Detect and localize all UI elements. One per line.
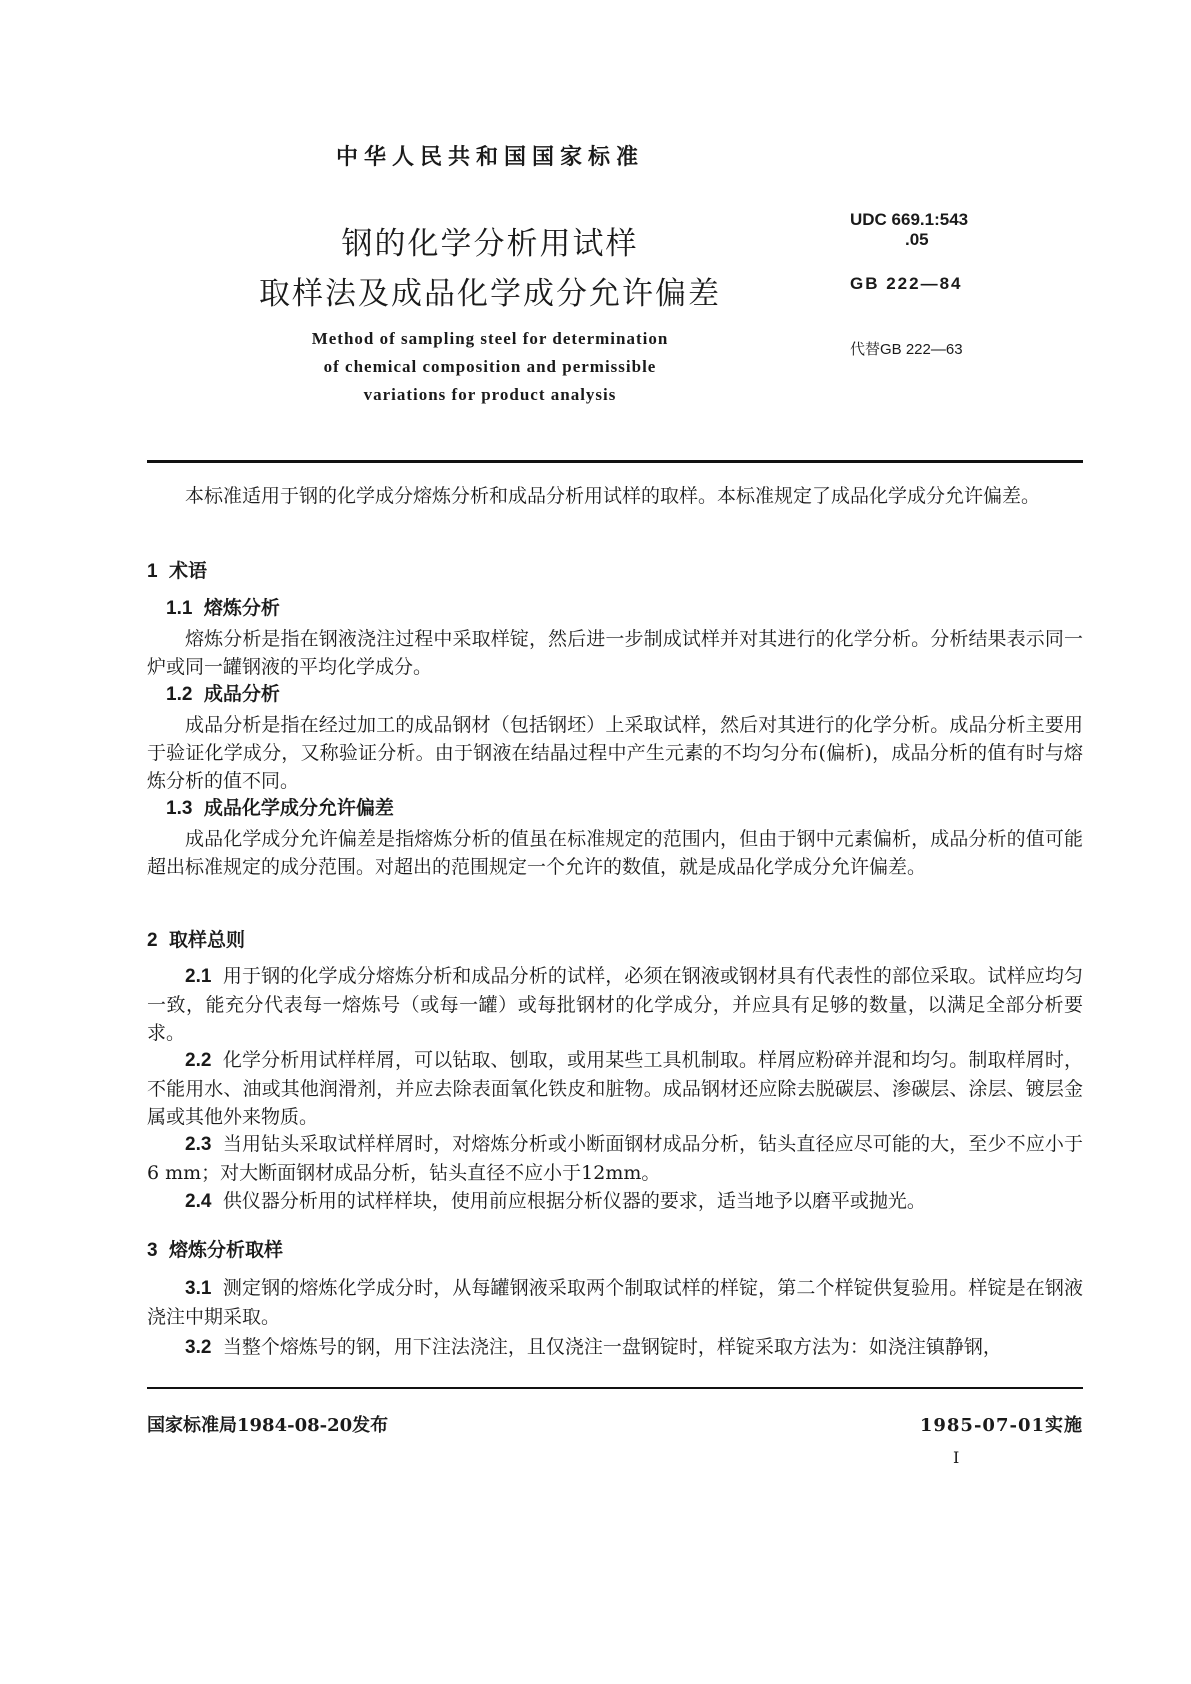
section-text: 当用钻头采取试样样屑时，对熔炼分析或小断面钢材成品分析，钻头直径应尽可能的大，至少不应小于 6 mm；对大断面钢材成品分析，钻头直径不应小于12mm。 [147, 1133, 1083, 1184]
section-number: 2.1 [185, 966, 212, 987]
section-text: 化学分析用试样样屑，可以钻取、刨取，或用某些工具机制取。样屑应粉碎并混和均匀。制取样屑时，不能用水、油或其他润滑剂，并应去除表面氧化铁皮和脏物。成品钢材还应除去脱碳层、渗碳层、涂层、镀层金属或其他外来物质。 [147, 1049, 1083, 1128]
title-line-2: 取样法及成品化学成分允许偏差 [259, 276, 721, 312]
intro [147, 482, 1083, 510]
section-text: 熔炼分析是指在钢液浇注过程中采取样锭，然后进一步制成试样并对其进行的化学分析。分析结果表示同一炉或同一罐钢液的平均化学成分。 [147, 628, 1083, 678]
header-divider [147, 460, 1083, 463]
section-3-1 [147, 1274, 1083, 1331]
section-title: 成品化学成分允许偏差 [203, 797, 394, 819]
section-2 [147, 926, 1083, 955]
section-number: 2.4 [185, 1191, 212, 1212]
section-title: 熔炼分析 [203, 597, 280, 619]
udc-code-cont: .05 [905, 230, 929, 249]
section-number: 2 [147, 930, 158, 951]
section-number: 1.3 [166, 798, 193, 819]
section-number: 2.3 [185, 1134, 212, 1155]
section-1-2 [147, 680, 1083, 795]
standard-type: 中华人民共和国国家标准 [335, 144, 644, 170]
intro-text: 本标准适用于钢的化学成分熔炼分析和成品分析用试样的取样。本标准规定了成品化学成分允许偏差。 [185, 485, 1041, 507]
section-number: 3.1 [185, 1278, 212, 1299]
section-text: 供仪器分析用的试样样块，使用前应根据分析仪器的要求，适当地予以磨平或抛光。 [222, 1190, 926, 1212]
replaces-standard: 代替GB 222—63 [850, 341, 963, 358]
section-3-2 [147, 1333, 1083, 1362]
title-line-1: 钢的化学分析用试样 [341, 226, 639, 262]
section-number: 1.2 [166, 684, 193, 705]
section-text: 当整个熔炼号的钢，用下注法浇注，且仅浇注一盘钢锭时，样锭采取方法为：如浇注镇静钢， [222, 1336, 1002, 1358]
effective-date: 1985-07-01实施 [919, 1415, 1083, 1436]
section-text: 用于钢的化学成分熔炼分析和成品分析的试样，必须在钢液或钢材具有代表性的部位采取。试样应均匀一致，能充分代表每一熔炼号（或每一罐）或每批钢材的化学成分，并应具有足够的数量，以满足全部分析要求。 [147, 965, 1083, 1044]
section-title: 成品分析 [203, 683, 280, 705]
section-2-2 [147, 1046, 1083, 1131]
page-number: I [953, 1448, 960, 1467]
udc-code: UDC 669.1:543 [850, 210, 969, 229]
gb-number: GB 222—84 [850, 274, 963, 293]
section-title: 术语 [168, 560, 207, 582]
section-2-3 [147, 1130, 1083, 1187]
section-title: 熔炼分析取样 [168, 1239, 283, 1261]
section-text: 成品化学成分允许偏差是指熔炼分析的值虽在标准规定的范围内，但由于钢中元素偏析，成品分析的值可能超出标准规定的成分范围。对超出的范围规定一个允许的数值，就是成品化学成分允许偏差。 [147, 828, 1083, 878]
section-3 [147, 1236, 1083, 1265]
section-1-3 [147, 794, 1083, 881]
section-1-1 [147, 594, 1083, 681]
section-title: 取样总则 [168, 929, 245, 951]
section-number: 1.1 [166, 598, 193, 619]
section-number: 3.2 [185, 1337, 212, 1358]
english-title-line: of chemical composition and permissible [323, 357, 657, 376]
section-number: 1 [147, 561, 158, 582]
footer-divider [147, 1387, 1083, 1389]
section-number: 3 [147, 1240, 158, 1261]
section-2-4 [147, 1187, 1083, 1216]
section-text: 成品分析是指在经过加工的成品钢材（包括钢坯）上采取试样，然后对其进行的化学分析。成品分析主要用于验证化学成分，又称验证分析。由于钢液在结晶过程中产生元素的不均匀分布(偏析)，成品分析的值有时与熔炼分析的值不同。 [147, 714, 1083, 792]
section-1 [147, 557, 1083, 586]
english-title-line: variations for product analysis [363, 385, 617, 404]
issue-date: 国家标准局1984-08-20发布 [147, 1415, 389, 1436]
section-text: 测定钢的熔炼化学成分时，从每罐钢液采取两个制取试样的样锭，第二个样锭供复验用。样锭是在钢液浇注中期采取。 [147, 1277, 1083, 1328]
section-2-1 [147, 962, 1083, 1047]
section-number: 2.2 [185, 1050, 212, 1071]
english-title [200, 325, 780, 409]
english-title-line: Method of sampling steel for determination [311, 329, 669, 348]
